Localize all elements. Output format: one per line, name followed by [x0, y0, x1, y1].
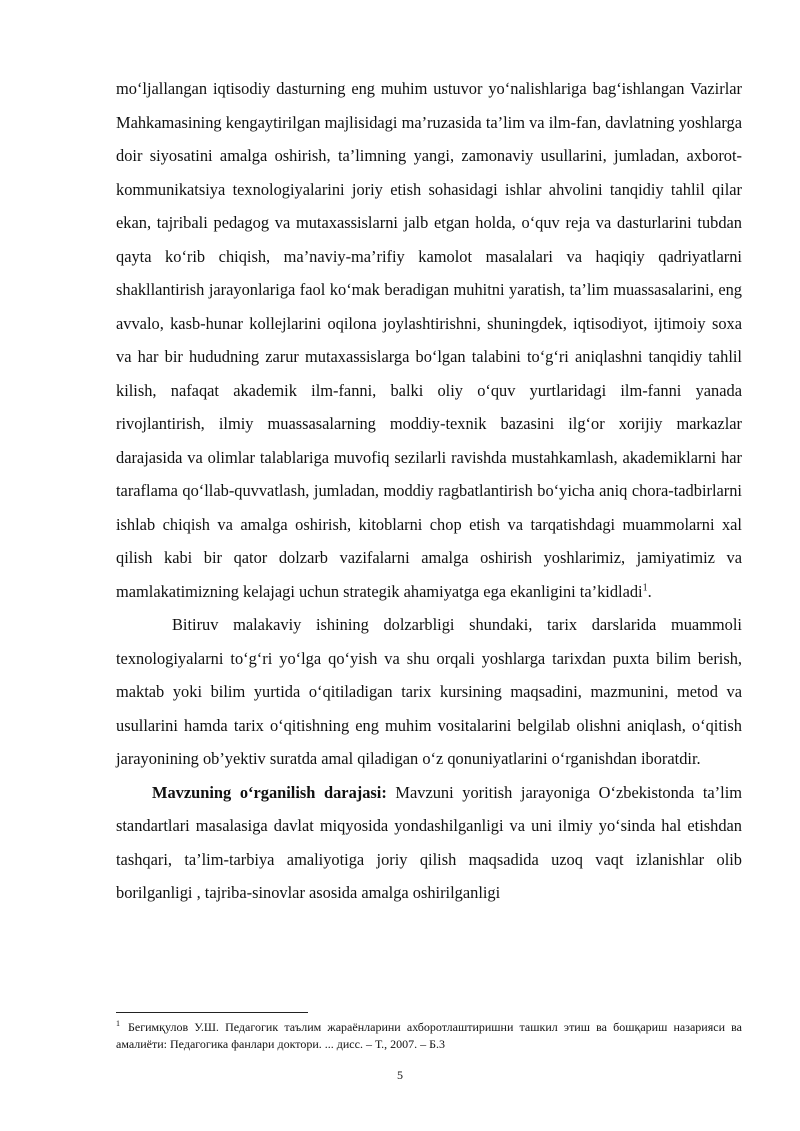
- footnote-marker: 1: [116, 1019, 120, 1028]
- body-text: [116, 72, 742, 910]
- paragraph-2: Bitiruv malakaviy ishining dolzarbligi shundaki, tarix darslarida muammoli texnologiyalarni to‘g‘ri yo‘lga qo‘yish va shu orqali yoshlarga tarixdan puxta bilim berish, maktab yoki bilim yurtida o‘qitiladigan tarix kursining maqsadini, mazmunini, metod va usullarini hamda tarix o‘qitishning eng muhim vositalarini belgilab olishni aniqlash, o‘qitish jarayonining ob’yektiv suratda amal qiladigan o‘z qonuniyatlarini o‘rganishdan iboratdir.: [116, 615, 742, 768]
- footnote-separator: [116, 1012, 308, 1013]
- paragraph-3-text: Mavzuni yoritish jarayoniga O‘zbekistonda ta’lim standartlari masalasiga davlat miqyosida yondashilganligi va uni ilmiy yo‘sinda hal etishdan tashqari, ta’lim-tarbiya amaliyotiga joriy qilish maqsadida uzoq vaqt izlanishlar olib borilganligi , tajriba-sinovlar asosida amalga oshirilganligi: [116, 782, 742, 902]
- footnote-text: Бегимқулов У.Ш. Педагогик таълим жараёнларини ахборотлаштиришни ташкил этиш ва бошқариш назарияси ва амалиёти: Педагогика фанлари доктори. ... дисс. – Т., 2007. – Б.3: [116, 1020, 742, 1051]
- paragraph-1: [116, 72, 742, 608]
- paragraph-1-end: .: [647, 581, 652, 601]
- footnote: [116, 1019, 742, 1053]
- section-heading: Mavzuning o‘rganilish darajasi:: [152, 782, 387, 802]
- paragraph-3: [116, 776, 742, 910]
- paragraph-1-text: mo‘ljallangan iqtisodiy dasturning eng muhim ustuvor yo‘nalishlariga bag‘ishlangan Vazirlar Mahkamasining kengaytirilgan majlisidagi ma’ruzasida ta’lim va ilm-fan, davlatning yoshlarga doir siyosatini amalga oshirish, ta’limning yangi, zamonaviy usullarini, jumladan, axborot-kommunikatsiya texnologiyalarini joriy etish sohasidagi ishlar ahvolini tanqidiy tahlil qilar ekan, tajribali pedagog va mutaxassislarni jalb etgan holda, o‘quv reja va dasturlarini tubdan qayta ko‘rib chiqish, ma’naviy-ma’rifiy kamolot masalalari va haqiqiy qadriyatlarni shakllantirish jarayonlariga faol ko‘mak beradigan muhitni yaratish, ta’lim muassasalarini, eng avvalo, kasb-hunar kollejlarini oqilona joylashtirishni, shuningdek, iqtisodiyot, ijtimoiy soxa va har bir hududning zarur mutaxassislarga bo‘lgan talabini to‘g‘ri aniqlashni tanqidiy tahlil kilish, nafaqat akademik ilm-fanni, balki oliy o‘quv yurtlaridagi ilm-fanni yanada rivojlantirish, ilmiy muassasalarning moddiy-texnik bazasini ilg‘or xorijiy markazlar darajasida va olimlar talablariga muvofiq sezilarli ravishda mustahkamlash, akademiklarni har taraflama qo‘llab-quvvatlash, jumladan, moddiy ragbatlantirish bo‘yicha aniq chora-tadbirlarni ishlab chiqish va amalga oshirish, kitoblarni chop etish va tarqatishdagi muammolarni xal qilish kabi bir qator dolzarb vazifalarni amalga oshirish yoshlarimiz, jamiyatimiz va mamlakatimizning kelajagi uchun strategik ahamiyatga ega ekanligini ta’kidladi: [116, 79, 742, 601]
- page-number: 5: [397, 1068, 403, 1082]
- footnote-reference[interactable]: 1: [642, 582, 648, 594]
